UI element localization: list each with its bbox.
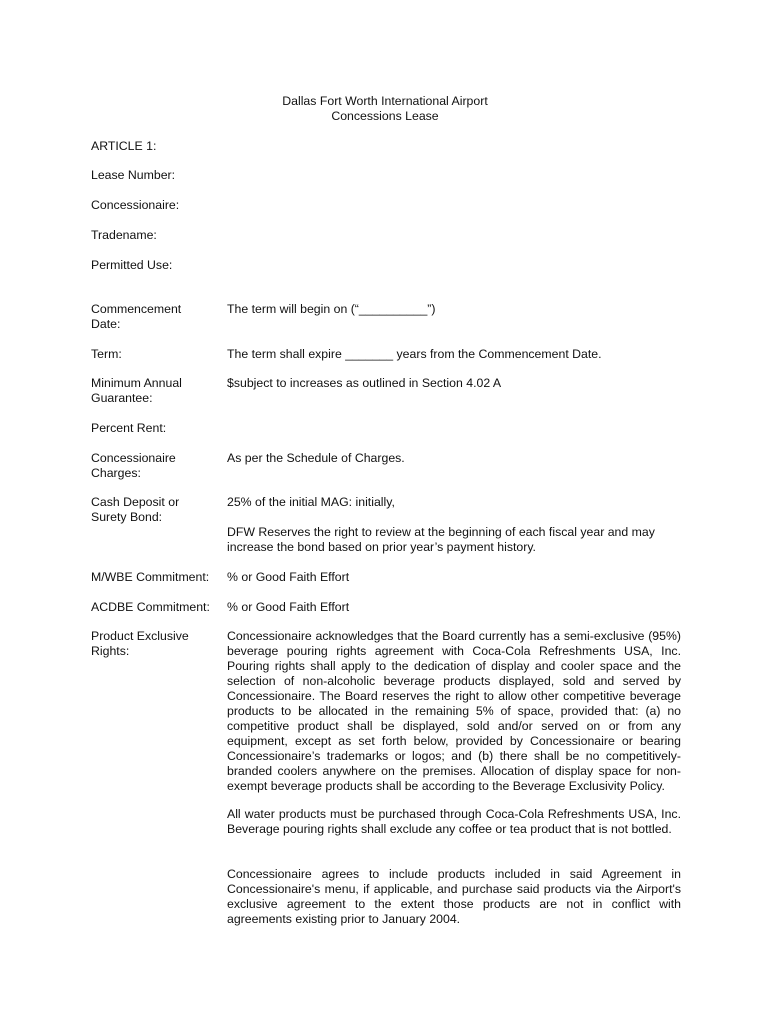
mwbe-commitment-label: M/WBE Commitment: xyxy=(91,570,210,584)
concessionaire-charges-value: As per the Schedule of Charges. xyxy=(227,451,405,465)
term-value: The term shall expire _______ years from the Commencement Date. xyxy=(227,347,602,361)
cash-deposit-note: DFW Reserves the right to review at the beginning of each fiscal year and may increase the bond based on prior year’s payment history. xyxy=(227,525,655,554)
product-rights-paragraph-1: Concessionaire acknowledges that the Board currently has a semi-exclusive (95%) beverage pouring rights agreement with Coca-Cola Refreshments USA, Inc. Pouring rights shall apply to the dedication of display and cooler space and the selection of non-alcoholic beverage products displayed, sold and served by Concessionaire. The Board reserves the right to allow other competitive beverage products to be allocated in the remaining 5% of space, provided that: (a) no competitive product shall be displayed, sold and/or served on or from any equipment, except as set forth below, provided by Concessionaire or bearing Concessionaire’s trademarks or logos; and (b) there shall be no competitively-branded coolers anywhere on the premises. Allocation of display space for non-exempt beverage products shall be according to the Beverage Exclusivity Policy. xyxy=(227,629,681,793)
minimum-annual-guarantee-label: Minimum Annual Guarantee: xyxy=(91,376,182,405)
percent-rent-label: Percent Rent: xyxy=(91,421,167,435)
acdbe-commitment-label: ACDBE Commitment: xyxy=(91,600,210,614)
mwbe-commitment-value: % or Good Faith Effort xyxy=(227,570,350,584)
lease-number-label: Lease Number: xyxy=(91,168,176,182)
tradename-label: Tradename: xyxy=(91,228,157,242)
minimum-annual-guarantee-value: $subject to increases as outlined in Section 4.02 A xyxy=(227,376,502,390)
acdbe-commitment-value: % or Good Faith Effort xyxy=(227,600,350,614)
product-exclusive-rights-label: Product Exclusive Rights: xyxy=(91,629,189,658)
concessionaire-charges-label: Concessionaire Charges: xyxy=(91,451,176,480)
product-rights-paragraph-2: All water products must be purchased through Coca-Cola Refreshments USA, Inc. Beverage pouring rights shall exclude any coffee or tea product that is not bottled. xyxy=(227,807,681,836)
commencement-date-label: Commencement Date: xyxy=(91,302,182,331)
cash-deposit-label: Cash Deposit or Surety Bond: xyxy=(91,495,180,524)
concessionaire-label: Concessionaire: xyxy=(91,198,180,212)
cash-deposit-value: 25% of the initial MAG: initially, xyxy=(227,495,395,509)
product-rights-paragraph-3: Concessionaire agrees to include products included in said Agreement in Concessionaire's menu, if applicable, and purchase said products via the Airport's exclusive agreement to the extent those products are not in conflict with agreements existing prior to January 2004. xyxy=(227,867,681,926)
term-label: Term: xyxy=(91,347,122,361)
permitted-use-label: Permitted Use: xyxy=(91,258,173,272)
article-heading: ARTICLE 1: xyxy=(91,139,157,153)
document-subtitle: Concessions Lease xyxy=(331,109,439,123)
commencement-date-value: The term will begin on (“__________”) xyxy=(227,302,436,316)
document-title: Dallas Fort Worth International Airport xyxy=(282,94,488,108)
